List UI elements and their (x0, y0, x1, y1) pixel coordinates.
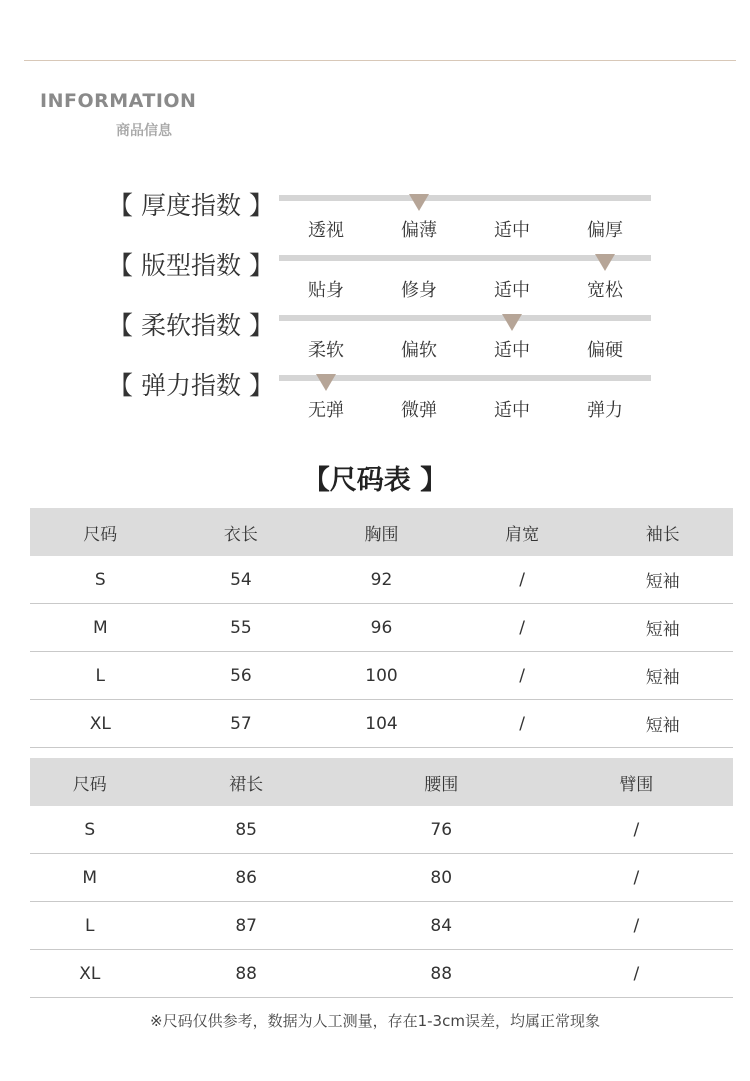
column-header: 衣长 (171, 508, 312, 556)
metric-pointer-triangle (409, 194, 429, 211)
table-header-row (30, 508, 733, 556)
table-cell: 短袖 (592, 652, 733, 700)
measurement-note: ※尺码仅供参考，数据为人工测量，存在1-3cm误差，均属正常现象 (150, 1012, 600, 1030)
table-cell: XL (30, 700, 171, 748)
information-heading: INFORMATION (40, 90, 197, 112)
metric-option: 宽松 (587, 280, 623, 301)
column-header: 袖长 (592, 508, 733, 556)
table-cell: 92 (311, 556, 452, 604)
column-header: 肩宽 (452, 508, 593, 556)
table-row (30, 652, 733, 700)
table-cell: / (452, 604, 593, 652)
metric-option: 偏软 (401, 340, 437, 361)
table-cell: 88 (343, 950, 540, 998)
top-divider (24, 60, 736, 61)
column-header: 臂围 (540, 758, 733, 806)
metric-option: 弹力 (587, 400, 623, 421)
metric-label: 【 厚度指数 】 (108, 191, 274, 220)
table-row (30, 700, 733, 748)
table-cell: / (452, 556, 593, 604)
table-cell: S (30, 556, 171, 604)
metric-elasticity (0, 366, 750, 422)
metric-option: 透视 (308, 220, 344, 241)
table-cell: L (30, 902, 150, 950)
table-cell: 88 (150, 950, 343, 998)
table-row (30, 604, 733, 652)
table-cell: 85 (150, 806, 343, 854)
metric-pointer-triangle (316, 374, 336, 391)
table-cell: / (540, 854, 733, 902)
metric-fit (0, 246, 750, 302)
table-header-row (30, 758, 733, 806)
table-cell: / (452, 700, 593, 748)
metric-label: 【 弹力指数 】 (108, 371, 274, 400)
metric-option: 适中 (494, 400, 530, 421)
table-cell: / (540, 950, 733, 998)
table-cell: 短袖 (592, 556, 733, 604)
metric-label: 【 柔软指数 】 (108, 311, 274, 340)
size-table-title: 【尺码表 】 (302, 465, 448, 496)
column-header: 胸围 (311, 508, 452, 556)
table-cell: 57 (171, 700, 312, 748)
table-cell: 96 (311, 604, 452, 652)
table-cell: 短袖 (592, 700, 733, 748)
metric-option: 柔软 (308, 340, 344, 361)
metric-bar (279, 315, 651, 321)
table-cell: 100 (311, 652, 452, 700)
table-cell: M (30, 854, 150, 902)
table-cell: / (540, 902, 733, 950)
column-header: 尺码 (30, 508, 171, 556)
table-cell: 55 (171, 604, 312, 652)
metric-option: 修身 (401, 280, 437, 301)
table-row (30, 902, 733, 950)
column-header: 腰围 (343, 758, 540, 806)
table-cell: M (30, 604, 171, 652)
information-subheading: 商品信息 (116, 123, 172, 139)
table-cell: 84 (343, 902, 540, 950)
table-cell: 86 (150, 854, 343, 902)
table-cell: / (540, 806, 733, 854)
table-row (30, 556, 733, 604)
metric-thickness (0, 186, 750, 242)
metric-option: 微弹 (401, 400, 437, 421)
table-cell: XL (30, 950, 150, 998)
column-header: 裙长 (150, 758, 343, 806)
table-row (30, 806, 733, 854)
table-cell: 80 (343, 854, 540, 902)
table-cell: 56 (171, 652, 312, 700)
metric-label: 【 版型指数 】 (108, 251, 274, 280)
metric-bar (279, 195, 651, 201)
table-row (30, 854, 733, 902)
table-cell: S (30, 806, 150, 854)
table-cell: 54 (171, 556, 312, 604)
table-row (30, 950, 733, 998)
table-cell: 76 (343, 806, 540, 854)
table-cell: 87 (150, 902, 343, 950)
metric-option: 适中 (494, 280, 530, 301)
table-cell: / (452, 652, 593, 700)
metric-pointer-triangle (595, 254, 615, 271)
metric-option: 偏厚 (587, 220, 623, 241)
table-cell: L (30, 652, 171, 700)
column-header: 尺码 (30, 758, 150, 806)
metric-option: 偏薄 (401, 220, 437, 241)
metric-option: 适中 (494, 340, 530, 361)
table-cell: 短袖 (592, 604, 733, 652)
metric-option: 偏硬 (587, 340, 623, 361)
metric-pointer-triangle (502, 314, 522, 331)
metric-option: 无弹 (308, 400, 344, 421)
top-size-table (30, 508, 733, 748)
metric-option: 贴身 (308, 280, 344, 301)
metric-option: 适中 (494, 220, 530, 241)
bottom-size-table (30, 758, 733, 998)
metric-softness (0, 306, 750, 362)
table-cell: 104 (311, 700, 452, 748)
